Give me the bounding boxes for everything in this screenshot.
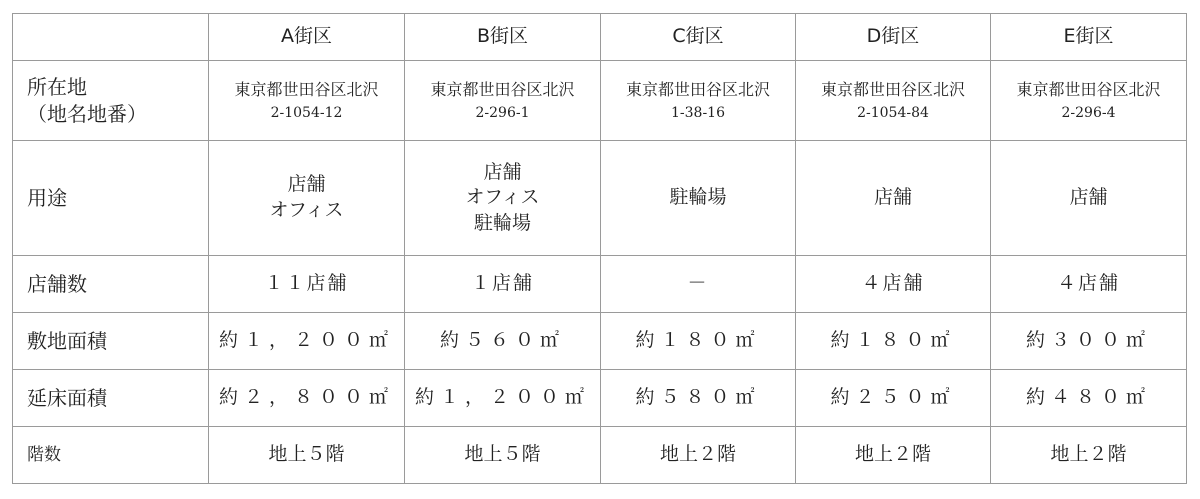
row-header-floors: 階数 bbox=[13, 427, 209, 484]
lot-number: 1-38-16 bbox=[671, 105, 725, 122]
floors-cell-e: 地上２階 bbox=[991, 427, 1187, 484]
col-header-a: A街区 bbox=[209, 14, 405, 61]
use-item: 店舗 bbox=[873, 186, 912, 209]
site-area-cell-c: 約１８０㎡ bbox=[601, 313, 796, 370]
site-area-cell-a: 約１，２００㎡ bbox=[209, 313, 405, 370]
lot-number: 2-296-1 bbox=[475, 105, 530, 122]
use-cell-d bbox=[796, 141, 991, 256]
lot-number: 2-1054-12 bbox=[270, 105, 343, 122]
block-spec-table bbox=[12, 13, 1187, 484]
address-line: 東京都世田谷区北沢 bbox=[1016, 79, 1161, 99]
store-count-cell-a: １１店舗 bbox=[209, 256, 405, 313]
address-line: 東京都世田谷区北沢 bbox=[625, 79, 770, 99]
location-cell-b bbox=[405, 61, 601, 141]
use-item: 駐輪場 bbox=[669, 186, 727, 209]
store-count-cell-b: １店舗 bbox=[405, 256, 601, 313]
address-line: 東京都世田谷区北沢 bbox=[234, 79, 379, 99]
floor-area-cell-c: 約５８０㎡ bbox=[601, 370, 796, 427]
row-header-location bbox=[13, 61, 209, 141]
store-count-cell-d: ４店舗 bbox=[796, 256, 991, 313]
floor-area-cell-e: 約４８０㎡ bbox=[991, 370, 1187, 427]
store-count-cell-c: － bbox=[601, 256, 796, 313]
col-header-b: B街区 bbox=[405, 14, 601, 61]
col-header-d: D街区 bbox=[796, 14, 991, 61]
store-count-cell-e: ４店舗 bbox=[991, 256, 1187, 313]
location-cell-e bbox=[991, 61, 1187, 141]
lot-number: 2-296-4 bbox=[1061, 105, 1116, 122]
row-header-location-line2: （地名地番） bbox=[27, 101, 147, 126]
use-item: オフィス bbox=[465, 186, 540, 209]
row-header-use: 用途 bbox=[13, 141, 209, 256]
col-header-c: C街区 bbox=[601, 14, 796, 61]
row-header-floor-area: 延床面積 bbox=[13, 370, 209, 427]
floors-cell-b: 地上５階 bbox=[405, 427, 601, 484]
use-item: 店舗 bbox=[287, 173, 326, 196]
site-area-row bbox=[13, 313, 1187, 370]
use-item: 店舗 bbox=[483, 160, 522, 183]
location-row bbox=[13, 61, 1187, 141]
address-line: 東京都世田谷区北沢 bbox=[430, 79, 575, 99]
corner-cell bbox=[13, 14, 209, 61]
use-cell-a bbox=[209, 141, 405, 256]
location-cell-a bbox=[209, 61, 405, 141]
use-row bbox=[13, 141, 1187, 256]
store-count-row bbox=[13, 256, 1187, 313]
header-row bbox=[13, 14, 1187, 61]
use-item: 店舗 bbox=[1069, 186, 1108, 209]
address-line: 東京都世田谷区北沢 bbox=[820, 79, 965, 99]
lot-number: 2-1054-84 bbox=[857, 105, 929, 122]
use-item: 駐輪場 bbox=[473, 211, 531, 234]
floors-cell-d: 地上２階 bbox=[796, 427, 991, 484]
floor-area-cell-b: 約１，２００㎡ bbox=[405, 370, 601, 427]
col-header-e: E街区 bbox=[991, 14, 1187, 61]
row-header-site-area: 敷地面積 bbox=[13, 313, 209, 370]
site-area-cell-e: 約３００㎡ bbox=[991, 313, 1187, 370]
floor-area-row bbox=[13, 370, 1187, 427]
use-cell-b bbox=[405, 141, 601, 256]
use-cell-e bbox=[991, 141, 1187, 256]
location-cell-d bbox=[796, 61, 991, 141]
site-area-cell-b: 約５６０㎡ bbox=[405, 313, 601, 370]
location-cell-c bbox=[601, 61, 796, 141]
floors-cell-c: 地上２階 bbox=[601, 427, 796, 484]
use-cell-c bbox=[601, 141, 796, 256]
use-item: オフィス bbox=[269, 199, 344, 221]
floors-row bbox=[13, 427, 1187, 484]
row-header-store-count: 店舗数 bbox=[13, 256, 209, 313]
row-header-location-line1: 所在地 bbox=[27, 74, 87, 99]
site-area-cell-d: 約１８０㎡ bbox=[796, 313, 991, 370]
floor-area-cell-d: 約２５０㎡ bbox=[796, 370, 991, 427]
floor-area-cell-a: 約２，８００㎡ bbox=[209, 370, 405, 427]
floors-cell-a: 地上５階 bbox=[209, 427, 405, 484]
